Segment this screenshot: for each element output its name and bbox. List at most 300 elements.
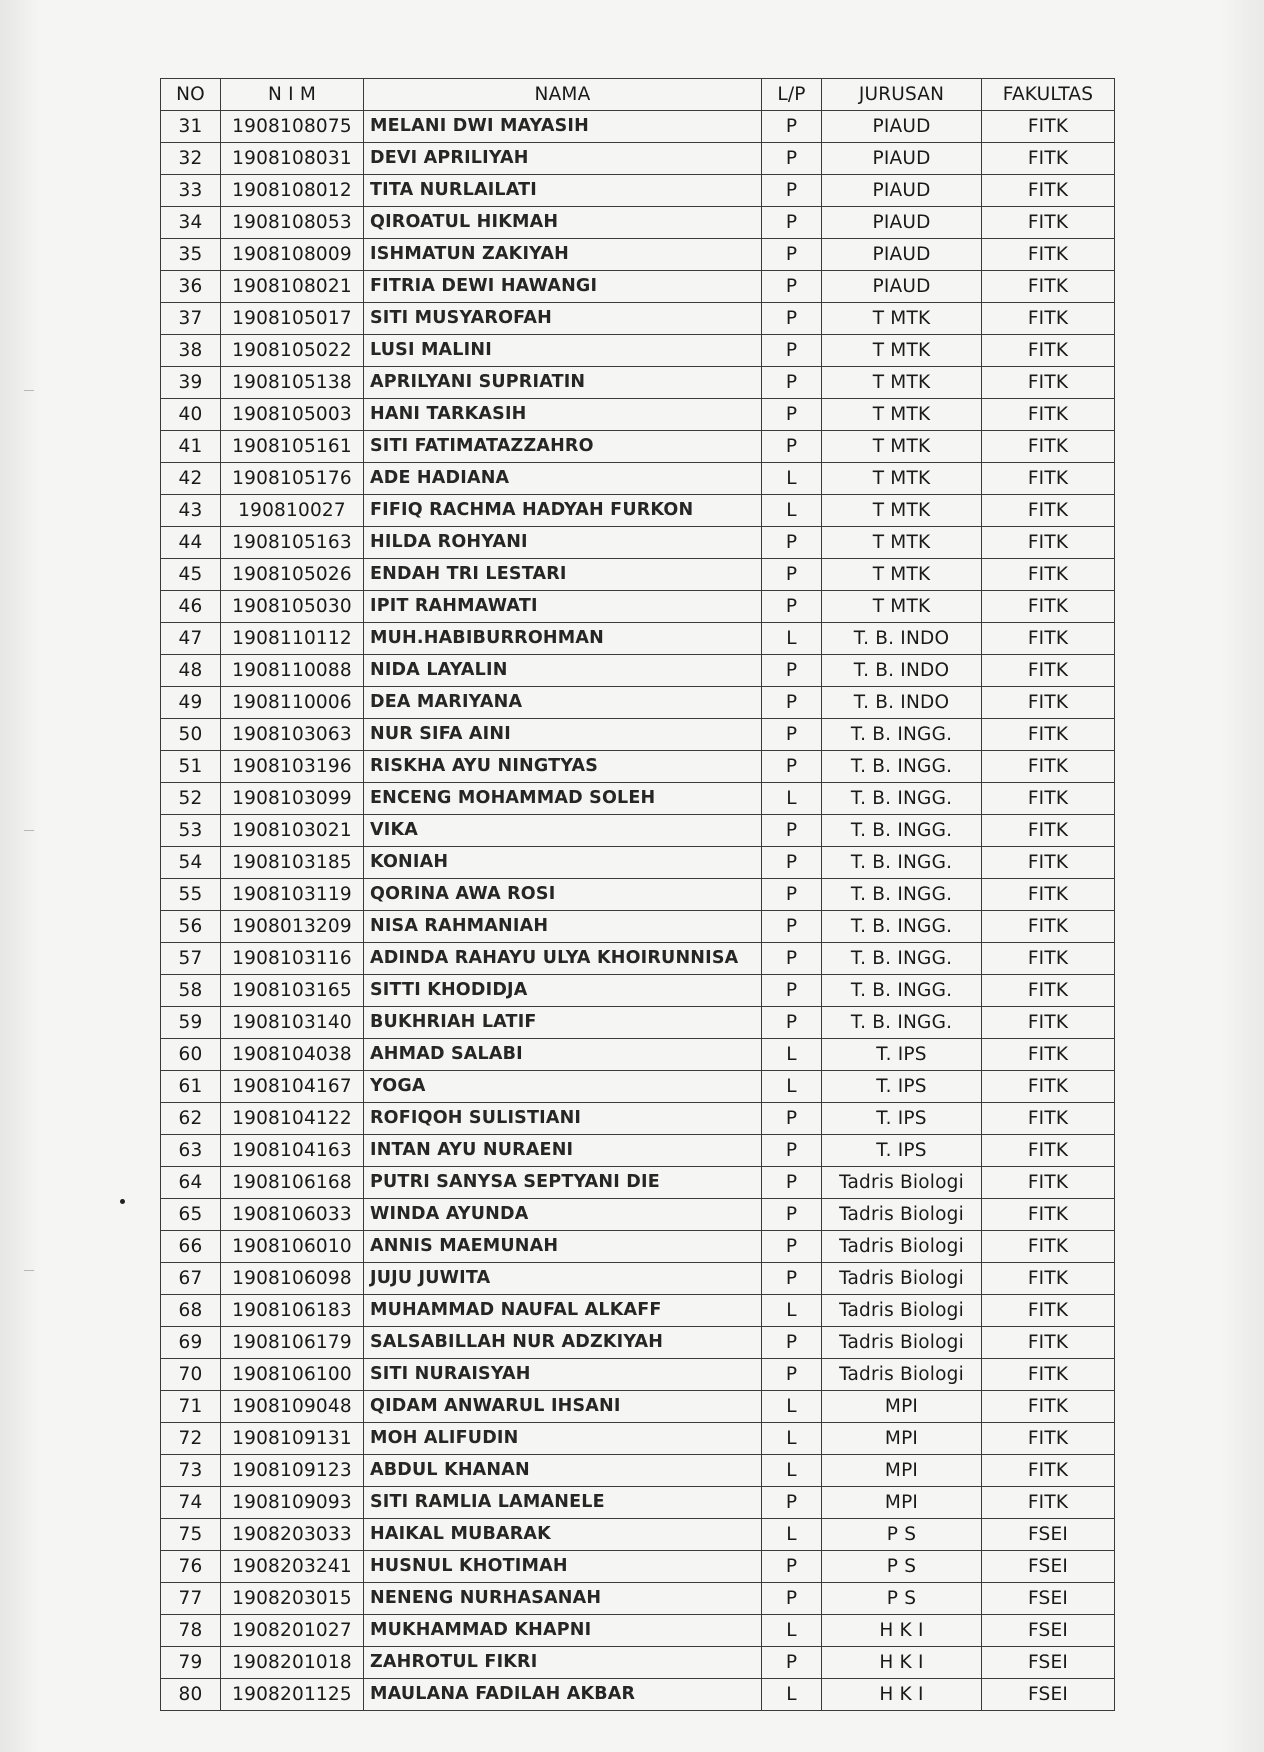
cell-lp: P [762, 943, 822, 975]
table-row [161, 463, 1115, 495]
cell-jurusan: PIAUD [822, 175, 982, 207]
cell-jurusan: PIAUD [822, 207, 982, 239]
cell-jurusan: T. B. INGG. [822, 879, 982, 911]
cell-nim: 1908105017 [221, 303, 364, 335]
cell-nama: SITI MUSYAROFAH [364, 303, 762, 335]
cell-nama: MUHAMMAD NAUFAL ALKAFF [364, 1295, 762, 1327]
cell-jurusan: H K I [822, 1647, 982, 1679]
cell-fakultas: FITK [982, 175, 1115, 207]
cell-nim: 1908201018 [221, 1647, 364, 1679]
cell-no: 64 [161, 1167, 221, 1199]
cell-nama: RISKHA AYU NINGTYAS [364, 751, 762, 783]
table-row [161, 1263, 1115, 1295]
cell-no: 32 [161, 143, 221, 175]
cell-lp: P [762, 879, 822, 911]
cell-nim: 1908103099 [221, 783, 364, 815]
cell-nama: NIDA LAYALIN [364, 655, 762, 687]
cell-lp: P [762, 1103, 822, 1135]
cell-nim: 1908103116 [221, 943, 364, 975]
cell-nim: 1908203033 [221, 1519, 364, 1551]
cell-lp: P [762, 1263, 822, 1295]
cell-fakultas: FITK [982, 975, 1115, 1007]
table-row [161, 1103, 1115, 1135]
cell-lp: P [762, 367, 822, 399]
cell-jurusan: T MTK [822, 495, 982, 527]
cell-nama: ISHMATUN ZAKIYAH [364, 239, 762, 271]
cell-no: 54 [161, 847, 221, 879]
cell-nim: 1908108012 [221, 175, 364, 207]
cell-nim: 1908203241 [221, 1551, 364, 1583]
cell-lp: P [762, 815, 822, 847]
cell-jurusan: T MTK [822, 559, 982, 591]
cell-nim: 1908104163 [221, 1135, 364, 1167]
cell-fakultas: FITK [982, 623, 1115, 655]
cell-lp: L [762, 623, 822, 655]
cell-nama: MELANI DWI MAYASIH [364, 111, 762, 143]
cell-jurusan: T. B. INDO [822, 655, 982, 687]
cell-no: 78 [161, 1615, 221, 1647]
cell-lp: L [762, 1455, 822, 1487]
cell-fakultas: FITK [982, 271, 1115, 303]
cell-fakultas: FITK [982, 1327, 1115, 1359]
cell-lp: L [762, 1679, 822, 1711]
cell-fakultas: FSEI [982, 1679, 1115, 1711]
cell-lp: P [762, 1551, 822, 1583]
cell-no: 58 [161, 975, 221, 1007]
cell-jurusan: PIAUD [822, 271, 982, 303]
cell-lp: P [762, 591, 822, 623]
cell-lp: L [762, 1519, 822, 1551]
cell-nama: WINDA AYUNDA [364, 1199, 762, 1231]
table-row [161, 1647, 1115, 1679]
cell-nim: 1908110112 [221, 623, 364, 655]
table-row [161, 1135, 1115, 1167]
cell-nim: 1908108031 [221, 143, 364, 175]
cell-lp: P [762, 527, 822, 559]
table-row [161, 335, 1115, 367]
cell-no: 72 [161, 1423, 221, 1455]
cell-nama: INTAN AYU NURAENI [364, 1135, 762, 1167]
cell-lp: L [762, 495, 822, 527]
cell-no: 48 [161, 655, 221, 687]
cell-fakultas: FITK [982, 719, 1115, 751]
cell-jurusan: H K I [822, 1615, 982, 1647]
scan-speck [24, 390, 34, 391]
cell-nim: 1908106033 [221, 1199, 364, 1231]
cell-jurusan: Tadris Biologi [822, 1263, 982, 1295]
cell-jurusan: P S [822, 1551, 982, 1583]
cell-no: 74 [161, 1487, 221, 1519]
cell-nama: SITI NURAISYAH [364, 1359, 762, 1391]
cell-nama: VIKA [364, 815, 762, 847]
cell-fakultas: FITK [982, 431, 1115, 463]
cell-jurusan: T MTK [822, 591, 982, 623]
cell-fakultas: FITK [982, 143, 1115, 175]
cell-jurusan: T MTK [822, 399, 982, 431]
cell-lp: P [762, 303, 822, 335]
cell-fakultas: FITK [982, 1135, 1115, 1167]
cell-nim: 1908103165 [221, 975, 364, 1007]
cell-nim: 1908103063 [221, 719, 364, 751]
cell-fakultas: FITK [982, 847, 1115, 879]
cell-no: 56 [161, 911, 221, 943]
header-nim: N I M [221, 79, 364, 111]
cell-nama: SITI RAMLIA LAMANELE [364, 1487, 762, 1519]
cell-lp: P [762, 719, 822, 751]
cell-no: 77 [161, 1583, 221, 1615]
table-row [161, 495, 1115, 527]
cell-nama: NISA RAHMANIAH [364, 911, 762, 943]
cell-no: 75 [161, 1519, 221, 1551]
cell-fakultas: FITK [982, 1103, 1115, 1135]
cell-nama: YOGA [364, 1071, 762, 1103]
cell-nim: 1908104122 [221, 1103, 364, 1135]
cell-fakultas: FITK [982, 943, 1115, 975]
table-row [161, 1455, 1115, 1487]
table-row [161, 815, 1115, 847]
cell-no: 80 [161, 1679, 221, 1711]
cell-no: 36 [161, 271, 221, 303]
cell-no: 39 [161, 367, 221, 399]
header-no: NO [161, 79, 221, 111]
cell-nama: ZAHROTUL FIKRI [364, 1647, 762, 1679]
table-row [161, 687, 1115, 719]
cell-no: 68 [161, 1295, 221, 1327]
cell-lp: P [762, 1199, 822, 1231]
cell-no: 35 [161, 239, 221, 271]
cell-lp: P [762, 911, 822, 943]
cell-fakultas: FITK [982, 1167, 1115, 1199]
cell-nama: HUSNUL KHOTIMAH [364, 1551, 762, 1583]
cell-nim: 1908108009 [221, 239, 364, 271]
cell-fakultas: FITK [982, 335, 1115, 367]
table-row [161, 943, 1115, 975]
table-row [161, 239, 1115, 271]
cell-fakultas: FITK [982, 1263, 1115, 1295]
cell-jurusan: T MTK [822, 431, 982, 463]
table-row [161, 1199, 1115, 1231]
cell-nim: 1908110006 [221, 687, 364, 719]
header-nama: NAMA [364, 79, 762, 111]
cell-nim: 1908104167 [221, 1071, 364, 1103]
cell-lp: P [762, 1647, 822, 1679]
cell-lp: P [762, 1327, 822, 1359]
cell-no: 71 [161, 1391, 221, 1423]
cell-no: 49 [161, 687, 221, 719]
cell-fakultas: FITK [982, 463, 1115, 495]
cell-nim: 1908106168 [221, 1167, 364, 1199]
table-row [161, 175, 1115, 207]
table-row [161, 1071, 1115, 1103]
table-row [161, 527, 1115, 559]
cell-jurusan: T. B. INGG. [822, 751, 982, 783]
cell-fakultas: FITK [982, 1391, 1115, 1423]
cell-nim: 1908105161 [221, 431, 364, 463]
cell-lp: L [762, 1295, 822, 1327]
cell-nama: BUKHRIAH LATIF [364, 1007, 762, 1039]
cell-fakultas: FSEI [982, 1615, 1115, 1647]
cell-nim: 190810027 [221, 495, 364, 527]
cell-nama: QORINA AWA ROSI [364, 879, 762, 911]
table-row [161, 1679, 1115, 1711]
table-row [161, 207, 1115, 239]
table-row [161, 399, 1115, 431]
cell-fakultas: FITK [982, 655, 1115, 687]
cell-jurusan: P S [822, 1519, 982, 1551]
cell-jurusan: T. IPS [822, 1071, 982, 1103]
table-row [161, 1551, 1115, 1583]
cell-jurusan: Tadris Biologi [822, 1167, 982, 1199]
cell-no: 67 [161, 1263, 221, 1295]
cell-fakultas: FITK [982, 1295, 1115, 1327]
cell-lp: P [762, 271, 822, 303]
table-row [161, 143, 1115, 175]
cell-nama: ENCENG MOHAMMAD SOLEH [364, 783, 762, 815]
cell-nama: HILDA ROHYANI [364, 527, 762, 559]
cell-jurusan: MPI [822, 1423, 982, 1455]
cell-nama: NUR SIFA AINI [364, 719, 762, 751]
cell-no: 61 [161, 1071, 221, 1103]
cell-no: 38 [161, 335, 221, 367]
cell-jurusan: Tadris Biologi [822, 1295, 982, 1327]
table-row [161, 591, 1115, 623]
cell-lp: P [762, 1007, 822, 1039]
table-row [161, 1007, 1115, 1039]
cell-jurusan: T. B. INGG. [822, 783, 982, 815]
cell-no: 62 [161, 1103, 221, 1135]
table-row [161, 1519, 1115, 1551]
cell-nim: 1908108075 [221, 111, 364, 143]
cell-lp: L [762, 1071, 822, 1103]
cell-jurusan: Tadris Biologi [822, 1231, 982, 1263]
cell-lp: P [762, 1231, 822, 1263]
cell-no: 43 [161, 495, 221, 527]
cell-no: 50 [161, 719, 221, 751]
cell-no: 44 [161, 527, 221, 559]
header-jurusan: JURUSAN [822, 79, 982, 111]
cell-fakultas: FITK [982, 303, 1115, 335]
cell-jurusan: T. B. INGG. [822, 911, 982, 943]
cell-no: 52 [161, 783, 221, 815]
cell-nama: JUJU JUWITA [364, 1263, 762, 1295]
table-row [161, 1359, 1115, 1391]
cell-jurusan: T MTK [822, 335, 982, 367]
cell-fakultas: FITK [982, 367, 1115, 399]
cell-jurusan: T MTK [822, 367, 982, 399]
cell-lp: P [762, 975, 822, 1007]
cell-nim: 1908105026 [221, 559, 364, 591]
cell-fakultas: FSEI [982, 1551, 1115, 1583]
cell-jurusan: T MTK [822, 463, 982, 495]
cell-nim: 1908106179 [221, 1327, 364, 1359]
cell-fakultas: FITK [982, 1359, 1115, 1391]
cell-nim: 1908108053 [221, 207, 364, 239]
cell-jurusan: T. B. INGG. [822, 815, 982, 847]
cell-nama: SITTI KHODIDJA [364, 975, 762, 1007]
cell-nama: ADINDA RAHAYU ULYA KHOIRUNNISA [364, 943, 762, 975]
cell-jurusan: MPI [822, 1391, 982, 1423]
cell-jurusan: T. B. INGG. [822, 1007, 982, 1039]
cell-fakultas: FITK [982, 495, 1115, 527]
cell-fakultas: FITK [982, 1007, 1115, 1039]
cell-jurusan: T. B. INDO [822, 687, 982, 719]
cell-no: 41 [161, 431, 221, 463]
cell-jurusan: MPI [822, 1455, 982, 1487]
cell-no: 51 [161, 751, 221, 783]
cell-no: 45 [161, 559, 221, 591]
cell-nim: 1908105163 [221, 527, 364, 559]
cell-lp: P [762, 399, 822, 431]
cell-jurusan: Tadris Biologi [822, 1327, 982, 1359]
cell-nama: ANNIS MAEMUNAH [364, 1231, 762, 1263]
cell-nim: 1908109048 [221, 1391, 364, 1423]
cell-no: 46 [161, 591, 221, 623]
cell-jurusan: MPI [822, 1487, 982, 1519]
cell-nama: QIROATUL HIKMAH [364, 207, 762, 239]
cell-no: 42 [161, 463, 221, 495]
cell-fakultas: FITK [982, 239, 1115, 271]
cell-lp: P [762, 1359, 822, 1391]
scan-speck [24, 830, 34, 831]
table-row [161, 655, 1115, 687]
table-row [161, 111, 1115, 143]
cell-nim: 1908103196 [221, 751, 364, 783]
cell-fakultas: FITK [982, 591, 1115, 623]
table-row [161, 719, 1115, 751]
cell-nim: 1908203015 [221, 1583, 364, 1615]
cell-fakultas: FITK [982, 911, 1115, 943]
cell-jurusan: T. B. INGG. [822, 847, 982, 879]
cell-nama: LUSI MALINI [364, 335, 762, 367]
cell-nama: FITRIA DEWI HAWANGI [364, 271, 762, 303]
table-row [161, 1391, 1115, 1423]
cell-nama: NENENG NURHASANAH [364, 1583, 762, 1615]
cell-no: 53 [161, 815, 221, 847]
table-row [161, 1583, 1115, 1615]
cell-jurusan: Tadris Biologi [822, 1199, 982, 1231]
cell-nama: SALSABILLAH NUR ADZKIYAH [364, 1327, 762, 1359]
cell-jurusan: T. B. INGG. [822, 719, 982, 751]
cell-fakultas: FSEI [982, 1519, 1115, 1551]
cell-nim: 1908103021 [221, 815, 364, 847]
cell-lp: L [762, 783, 822, 815]
cell-jurusan: T. IPS [822, 1103, 982, 1135]
cell-fakultas: FITK [982, 783, 1115, 815]
cell-nama: IPIT RAHMAWATI [364, 591, 762, 623]
cell-lp: P [762, 687, 822, 719]
cell-lp: L [762, 1423, 822, 1455]
cell-lp: P [762, 111, 822, 143]
table-row [161, 1167, 1115, 1199]
cell-nim: 1908108021 [221, 271, 364, 303]
cell-fakultas: FITK [982, 687, 1115, 719]
cell-nama: TITA NURLAILATI [364, 175, 762, 207]
cell-jurusan: P S [822, 1583, 982, 1615]
cell-nim: 1908110088 [221, 655, 364, 687]
scan-dot-mark [120, 1199, 125, 1204]
cell-lp: P [762, 1167, 822, 1199]
cell-fakultas: FITK [982, 111, 1115, 143]
cell-lp: P [762, 1583, 822, 1615]
cell-nama: ABDUL KHANAN [364, 1455, 762, 1487]
cell-jurusan: Tadris Biologi [822, 1359, 982, 1391]
cell-fakultas: FITK [982, 399, 1115, 431]
cell-nim: 1908106100 [221, 1359, 364, 1391]
scan-speck [24, 1270, 34, 1271]
cell-jurusan: T. IPS [822, 1135, 982, 1167]
table-row [161, 1327, 1115, 1359]
cell-no: 63 [161, 1135, 221, 1167]
cell-jurusan: T. B. INGG. [822, 943, 982, 975]
cell-no: 40 [161, 399, 221, 431]
cell-nim: 1908109123 [221, 1455, 364, 1487]
table-row [161, 1231, 1115, 1263]
table-row [161, 559, 1115, 591]
cell-fakultas: FITK [982, 1423, 1115, 1455]
table-row [161, 911, 1115, 943]
cell-lp: P [762, 143, 822, 175]
cell-lp: P [762, 1135, 822, 1167]
cell-nim: 1908105138 [221, 367, 364, 399]
cell-nim: 1908201027 [221, 1615, 364, 1647]
cell-jurusan: H K I [822, 1679, 982, 1711]
cell-nim: 1908201125 [221, 1679, 364, 1711]
table-row [161, 1295, 1115, 1327]
cell-nama: KONIAH [364, 847, 762, 879]
cell-no: 57 [161, 943, 221, 975]
cell-fakultas: FITK [982, 1039, 1115, 1071]
table-row [161, 975, 1115, 1007]
table-row [161, 879, 1115, 911]
header-lp: L/P [762, 79, 822, 111]
cell-no: 55 [161, 879, 221, 911]
cell-nama: SITI FATIMATAZZAHRO [364, 431, 762, 463]
cell-fakultas: FITK [982, 1199, 1115, 1231]
cell-lp: P [762, 431, 822, 463]
cell-no: 59 [161, 1007, 221, 1039]
cell-no: 79 [161, 1647, 221, 1679]
cell-jurusan: PIAUD [822, 111, 982, 143]
cell-fakultas: FITK [982, 815, 1115, 847]
cell-fakultas: FITK [982, 1071, 1115, 1103]
cell-nim: 1908109131 [221, 1423, 364, 1455]
cell-no: 70 [161, 1359, 221, 1391]
cell-jurusan: T MTK [822, 527, 982, 559]
cell-nim: 1908106010 [221, 1231, 364, 1263]
table-row [161, 847, 1115, 879]
cell-jurusan: T MTK [822, 303, 982, 335]
cell-nama: MUKHAMMAD KHAPNI [364, 1615, 762, 1647]
cell-no: 37 [161, 303, 221, 335]
cell-lp: L [762, 1391, 822, 1423]
cell-lp: P [762, 207, 822, 239]
table-row [161, 1615, 1115, 1647]
cell-nim: 1908103119 [221, 879, 364, 911]
table-row [161, 367, 1115, 399]
cell-fakultas: FITK [982, 1487, 1115, 1519]
cell-no: 69 [161, 1327, 221, 1359]
cell-fakultas: FITK [982, 879, 1115, 911]
cell-jurusan: T. B. INDO [822, 623, 982, 655]
cell-no: 76 [161, 1551, 221, 1583]
cell-fakultas: FITK [982, 1231, 1115, 1263]
cell-nim: 1908013209 [221, 911, 364, 943]
cell-nama: FIFIQ RACHMA HADYAH FURKON [364, 495, 762, 527]
cell-nim: 1908103185 [221, 847, 364, 879]
cell-lp: L [762, 1615, 822, 1647]
cell-nama: DEA MARIYANA [364, 687, 762, 719]
cell-no: 47 [161, 623, 221, 655]
